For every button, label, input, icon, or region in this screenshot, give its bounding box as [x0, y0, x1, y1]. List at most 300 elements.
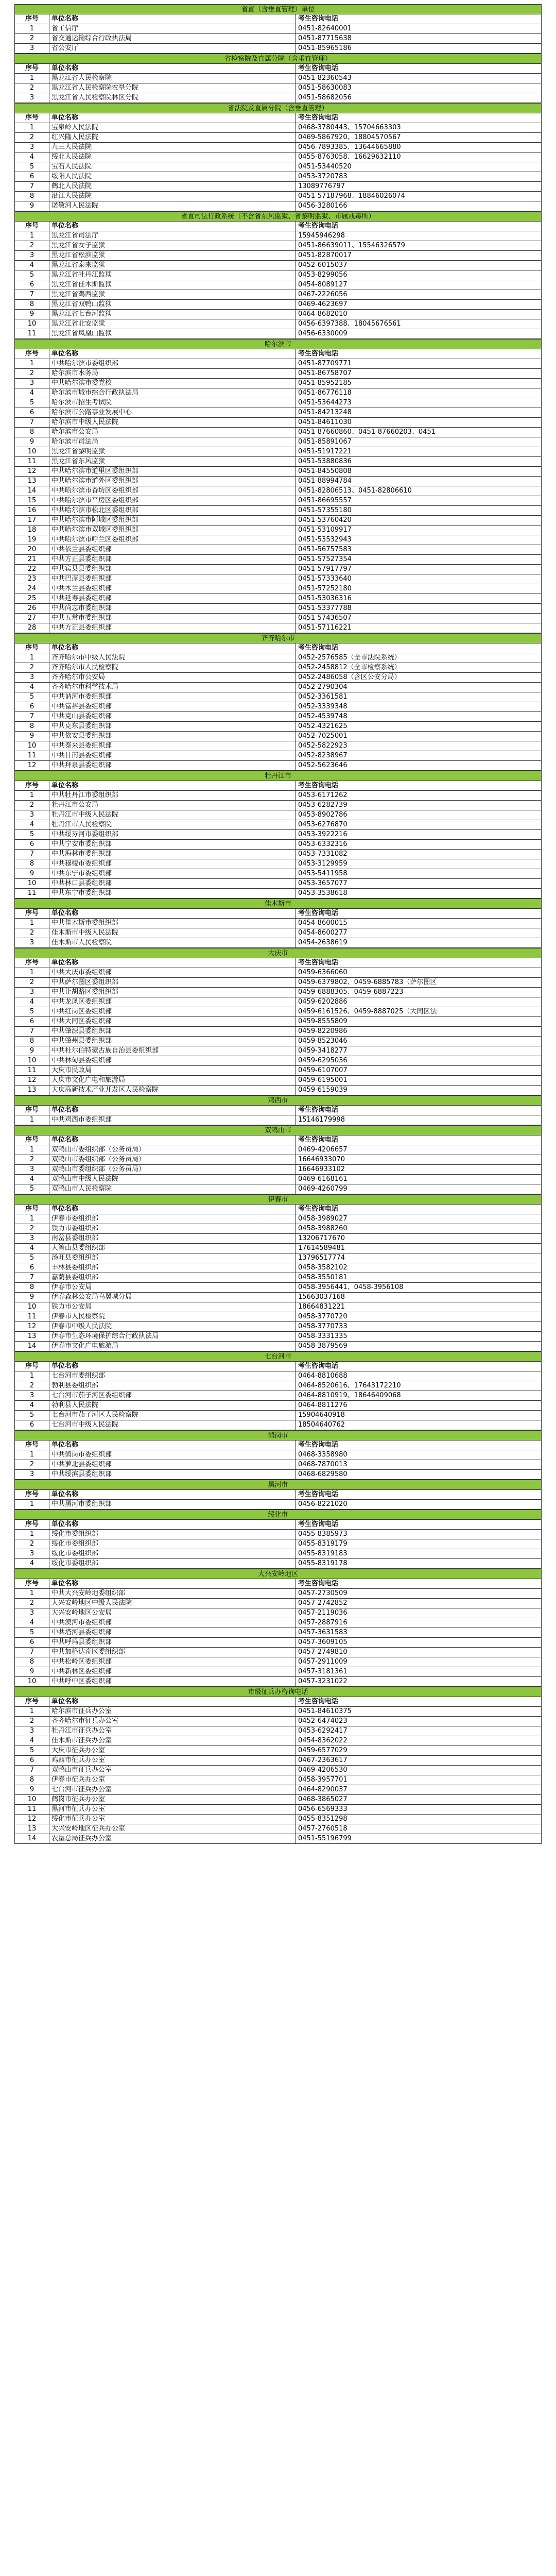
table-row [15, 516, 542, 526]
table-row [15, 1381, 542, 1391]
table-row [15, 1746, 542, 1756]
section-title: 大兴安岭地区 [14, 1569, 542, 1579]
table-row [15, 133, 542, 143]
contact-table [14, 781, 542, 899]
unit-name: 中共依兰县委组织部 [49, 545, 296, 555]
phone-number: 0451-87709771 [296, 359, 542, 369]
row-number: 6 [15, 408, 49, 418]
unit-name: 中共泰来县委组织部 [49, 741, 296, 751]
row-number: 1 [15, 1589, 49, 1599]
phone-number: 0459-6161526、0459-8887025（大同区法 [296, 1007, 542, 1017]
unit-name: 双鸭山市人民检察院 [49, 1184, 296, 1194]
phone-number: 0458-3989027 [296, 1214, 542, 1224]
table-row [15, 1599, 542, 1608]
row-number: 3 [15, 1608, 49, 1618]
unit-name: 牡丹江市人民检察院 [49, 820, 296, 830]
header-no: 序号 [15, 113, 49, 123]
row-number: 2 [15, 978, 49, 988]
phone-number: 0453-3720783 [296, 172, 542, 182]
phone-number: 0453-5411958 [296, 869, 542, 879]
row-number: 12 [15, 761, 49, 771]
row-number: 11 [15, 329, 49, 339]
table-row [15, 261, 542, 270]
header-name: 单位名称 [49, 1440, 296, 1450]
row-number: 3 [15, 93, 49, 103]
row-number: 3 [15, 810, 49, 820]
header-phone: 考生咨询电话 [296, 958, 542, 968]
row-number: 2 [15, 241, 49, 251]
row-number: 2 [15, 83, 49, 93]
unit-name: 中共杜尔伯特蒙古族自治县委组织部 [49, 1046, 296, 1056]
table-row [15, 467, 542, 477]
header-no: 序号 [15, 958, 49, 968]
table-row [15, 1115, 542, 1125]
phone-number: 0451-84213248 [296, 408, 542, 418]
row-number: 3 [15, 251, 49, 261]
unit-name: 黑龙江省人民检察院农垦分院 [49, 83, 296, 93]
unit-name: 中共五常市委组织部 [49, 614, 296, 623]
section [14, 1095, 542, 1125]
unit-name: 嘉荫县委组织部 [49, 1273, 296, 1283]
phone-number: 0453-8299056 [296, 270, 542, 280]
row-number: 2 [15, 1717, 49, 1726]
phone-number: 15945946298 [296, 231, 542, 241]
table-row [15, 1037, 542, 1046]
phone-number: 0451-57252180 [296, 584, 542, 594]
phone-number: 0457-3631583 [296, 1628, 542, 1638]
table-row [15, 1076, 542, 1086]
table-header-row [15, 1205, 542, 1214]
unit-name: 黑龙江省鸡西监狱 [49, 290, 296, 300]
phone-number: 0451-84611030 [296, 418, 542, 428]
section [14, 1687, 542, 1844]
phone-number: 0452-3339348 [296, 702, 542, 712]
header-name: 单位名称 [49, 1136, 296, 1145]
row-number: 4 [15, 683, 49, 692]
table-row [15, 486, 542, 496]
table-row [15, 172, 542, 182]
table-row [15, 840, 542, 850]
phone-number: 0451-57527354 [296, 555, 542, 565]
row-number: 3 [15, 1726, 49, 1736]
unit-name: 伊春市公安局 [49, 1283, 296, 1293]
unit-name: 黑龙江省黎明监狱 [49, 447, 296, 457]
table-row [15, 879, 542, 889]
row-number: 14 [15, 1834, 49, 1844]
section [14, 1125, 542, 1194]
phone-number: 0459-6366060 [296, 968, 542, 978]
phone-number: 0455-8763058、16629632110 [296, 152, 542, 162]
unit-name: 绥化市征兵办公室 [49, 1815, 296, 1824]
table-row [15, 74, 542, 83]
table-row [15, 369, 542, 379]
row-number: 16 [15, 506, 49, 516]
table-row [15, 251, 542, 261]
row-number: 5 [15, 1746, 49, 1756]
phone-number: 15904640918 [296, 1411, 542, 1420]
phone-number: 0468-3865027 [296, 1795, 542, 1805]
unit-name: 中共宁安市委组织部 [49, 840, 296, 850]
phone-number: 0451-86776118 [296, 388, 542, 398]
row-number: 22 [15, 565, 49, 574]
header-no: 序号 [15, 1136, 49, 1145]
row-number: 14 [15, 1342, 49, 1351]
phone-number: 0451-57355180 [296, 506, 542, 516]
table-row [15, 850, 542, 859]
row-number: 6 [15, 280, 49, 290]
row-number: 6 [15, 702, 49, 712]
table-row [15, 162, 542, 172]
contact-table [14, 643, 542, 771]
row-number: 5 [15, 270, 49, 280]
row-number: 3 [15, 1470, 49, 1480]
phone-number: 0453-6171262 [296, 791, 542, 801]
section-title: 齐齐哈尔市 [14, 633, 542, 643]
unit-name: 中共哈尔滨市道里区委组织部 [49, 467, 296, 477]
phone-number: 0455-8319178 [296, 1559, 542, 1569]
table-row [15, 683, 542, 692]
row-number: 5 [15, 1628, 49, 1638]
phone-number: 0464-8520616、17643172210 [296, 1381, 542, 1391]
unit-name: 中共哈尔滨市香坊区委组织部 [49, 486, 296, 496]
table-row [15, 280, 542, 290]
header-name: 单位名称 [49, 781, 296, 791]
row-number: 1 [15, 968, 49, 978]
unit-name: 绥北人民法院 [49, 152, 296, 162]
phone-number: 0454-8600015 [296, 919, 542, 928]
contact-table [14, 1519, 542, 1569]
table-row [15, 830, 542, 840]
table-row [15, 1824, 542, 1834]
table-row [15, 1322, 542, 1332]
unit-name: 大庆高新技术产业开发区人民检察院 [49, 1086, 296, 1095]
phone-number: 16646933070 [296, 1155, 542, 1165]
row-number: 3 [15, 938, 49, 948]
unit-name: 省交通运输综合行政执法局 [49, 34, 296, 44]
unit-name: 齐齐哈尔市公安局 [49, 673, 296, 683]
table-row [15, 820, 542, 830]
phone-number: 0459-6195001 [296, 1076, 542, 1086]
table-row [15, 1214, 542, 1224]
row-number: 1 [15, 1450, 49, 1460]
unit-name: 哈尔滨市中级人民法院 [49, 418, 296, 428]
phone-number: 0451-53880836 [296, 457, 542, 467]
row-number: 8 [15, 859, 49, 869]
row-number: 1 [15, 1500, 49, 1510]
unit-name: 省公安厅 [49, 44, 296, 54]
row-number: 8 [15, 428, 49, 437]
phone-number: 0456-8221020 [296, 1500, 542, 1510]
row-number: 9 [15, 732, 49, 741]
contact-table [14, 1135, 542, 1194]
section [14, 1430, 542, 1480]
row-number: 8 [15, 1283, 49, 1293]
phone-number: 0451-57116221 [296, 623, 542, 633]
phone-number: 0452-4539748 [296, 712, 542, 722]
table-row [15, 1332, 542, 1342]
phone-number: 0457-3231022 [296, 1677, 542, 1687]
phone-number: 0453-6292417 [296, 1726, 542, 1736]
table-row [15, 1717, 542, 1726]
phone-number: 0458-3957701 [296, 1775, 542, 1785]
unit-name: 中共哈尔滨市道外区委组织部 [49, 477, 296, 486]
phone-number: 0451-87660860、0451-87660203、0451 [296, 428, 542, 437]
unit-name: 中共甘南县委组织部 [49, 751, 296, 761]
section [14, 1510, 542, 1569]
header-phone: 考生咨询电话 [296, 222, 542, 231]
phone-number: 0453-8902786 [296, 810, 542, 820]
table-row [15, 182, 542, 192]
table-row [15, 1726, 542, 1736]
phone-number: 0469-4623697 [296, 300, 542, 310]
unit-name: 南岔县委组织部 [49, 1234, 296, 1244]
row-number: 7 [15, 418, 49, 428]
phone-number: 17614589481 [296, 1244, 542, 1253]
header-no: 序号 [15, 643, 49, 653]
section-title: 鸡西市 [14, 1095, 542, 1105]
row-number: 2 [15, 663, 49, 673]
table-row [15, 379, 542, 388]
row-number: 2 [15, 369, 49, 379]
table-row [15, 1027, 542, 1037]
unit-name: 中共穆棱市委组织部 [49, 859, 296, 869]
unit-name: 中共克东县委组织部 [49, 722, 296, 732]
row-number: 9 [15, 201, 49, 211]
unit-name: 伊春市生态环境保护综合行政执法局 [49, 1332, 296, 1342]
phone-number: 0464-8811276 [296, 1401, 542, 1411]
phone-number: 0451-85952185 [296, 379, 542, 388]
unit-name: 中共哈尔滨市呼兰区委组织部 [49, 535, 296, 545]
unit-name: 中共延寿县委组织部 [49, 594, 296, 604]
header-no: 序号 [15, 14, 49, 24]
unit-name: 黑龙江省凤凰山监狱 [49, 329, 296, 339]
unit-name: 伊春市人民检察院 [49, 1312, 296, 1322]
phone-number: 0454-2638619 [296, 938, 542, 948]
row-number: 5 [15, 398, 49, 408]
unit-name: 七台河市中级人民法院 [49, 1420, 296, 1430]
table-row [15, 1312, 542, 1322]
unit-name: 中共漠河市委组织部 [49, 1618, 296, 1628]
unit-name: 中共拜泉县委组织部 [49, 761, 296, 771]
table-row [15, 1795, 542, 1805]
contact-table [14, 1204, 542, 1351]
header-phone: 考生咨询电话 [296, 349, 542, 359]
table-row [15, 34, 542, 44]
unit-name: 齐齐哈尔市科学技术局 [49, 683, 296, 692]
unit-name: 双鸭山市委组织部（公务员局） [49, 1155, 296, 1165]
row-number: 9 [15, 1293, 49, 1302]
phone-number: 0451-86639011、15546326579 [296, 241, 542, 251]
row-number: 2 [15, 801, 49, 810]
table-row [15, 1007, 542, 1017]
unit-name: 中共巴彦县委组织部 [49, 574, 296, 584]
phone-number: 0451-53644273 [296, 398, 542, 408]
row-number: 11 [15, 751, 49, 761]
phone-number: 0453-6282739 [296, 801, 542, 810]
unit-name: 伊春市征兵办公室 [49, 1775, 296, 1785]
table-row [15, 555, 542, 565]
header-phone: 考生咨询电话 [296, 14, 542, 24]
phone-number: 0457-2742852 [296, 1599, 542, 1608]
table-row [15, 143, 542, 152]
table-row [15, 1283, 542, 1293]
table-row [15, 1648, 542, 1657]
header-name: 单位名称 [49, 1520, 296, 1530]
unit-name: 中共绥芬河市委组织部 [49, 830, 296, 840]
unit-name: 黑龙江省七台河监狱 [49, 310, 296, 319]
phone-number: 0451-86695557 [296, 496, 542, 506]
row-number: 4 [15, 1736, 49, 1746]
row-number: 10 [15, 1677, 49, 1687]
table-row [15, 810, 542, 820]
table-row [15, 359, 542, 369]
phone-number: 15663037168 [296, 1293, 542, 1302]
row-number: 19 [15, 535, 49, 545]
phone-number: 0457-2760518 [296, 1824, 542, 1834]
row-number: 4 [15, 1244, 49, 1253]
section-title: 省检察院及直属分院（含垂直管理） [14, 54, 542, 63]
unit-name: 双鸭山市中级人民法院 [49, 1175, 296, 1184]
table-row [15, 1302, 542, 1312]
unit-name: 鸡西市征兵办公室 [49, 1756, 296, 1766]
row-number: 10 [15, 1056, 49, 1066]
table-row [15, 457, 542, 467]
row-number: 10 [15, 319, 49, 329]
section [14, 771, 542, 899]
unit-name: 中共呼玛县委组织部 [49, 1638, 296, 1648]
table-row [15, 241, 542, 251]
row-number: 4 [15, 261, 49, 270]
unit-name: 中共东宁市委组织部 [49, 869, 296, 879]
table-row [15, 201, 542, 211]
header-name: 单位名称 [49, 1362, 296, 1371]
section-title: 鹤岗市 [14, 1430, 542, 1440]
table-row [15, 801, 542, 810]
header-name: 单位名称 [49, 643, 296, 653]
row-number: 7 [15, 850, 49, 859]
phone-number: 0459-6888305、0459-6887223 [296, 988, 542, 997]
table-row [15, 988, 542, 997]
unit-name: 九三人民法院 [49, 143, 296, 152]
section-title: 黑河市 [14, 1480, 542, 1489]
table-header-row [15, 1520, 542, 1530]
section [14, 54, 542, 103]
table-row [15, 732, 542, 741]
row-number: 4 [15, 1618, 49, 1628]
header-name: 单位名称 [49, 64, 296, 74]
phone-number: 0468-6829580 [296, 1470, 542, 1480]
header-no: 序号 [15, 1362, 49, 1371]
phone-number: 0453-3538618 [296, 889, 542, 899]
contact-table [14, 958, 542, 1095]
phone-number: 0459-6379802、0459-6885783（萨尔图区 [296, 978, 542, 988]
phone-number: 0453-7331082 [296, 850, 542, 859]
row-number: 12 [15, 1815, 49, 1824]
table-row [15, 869, 542, 879]
row-number: 4 [15, 1175, 49, 1184]
table-header-row [15, 909, 542, 919]
unit-name: 中共林甸县委组织部 [49, 1056, 296, 1066]
section [14, 948, 542, 1095]
phone-number: 0464-8810919、18646409068 [296, 1391, 542, 1401]
table-row [15, 1834, 542, 1844]
phone-number: 0451-84610375 [296, 1707, 542, 1717]
phone-number: 0451-57917797 [296, 565, 542, 574]
header-phone: 考生咨询电话 [296, 909, 542, 919]
table-row [15, 702, 542, 712]
row-number: 25 [15, 594, 49, 604]
table-row [15, 83, 542, 93]
unit-name: 大庆市征兵办公室 [49, 1746, 296, 1756]
unit-name: 绥化市委组织部 [49, 1559, 296, 1569]
unit-name: 佳木斯市中级人民法院 [49, 928, 296, 938]
row-number: 17 [15, 516, 49, 526]
unit-name: 鹤岗市征兵办公室 [49, 1795, 296, 1805]
row-number: 13 [15, 1086, 49, 1095]
row-number: 6 [15, 1017, 49, 1027]
contact-table [14, 1579, 542, 1687]
table-row [15, 447, 542, 457]
unit-name: 勃利县委组织部 [49, 1381, 296, 1391]
table-row [15, 1736, 542, 1746]
table-row [15, 1184, 542, 1194]
unit-name: 七台河市征兵办公室 [49, 1785, 296, 1795]
row-number: 26 [15, 604, 49, 614]
table-row [15, 1530, 542, 1539]
unit-name: 中共佳木斯市委组织部 [49, 919, 296, 928]
row-number: 12 [15, 1322, 49, 1332]
phone-number: 0451-87715638 [296, 34, 542, 44]
row-number: 18 [15, 526, 49, 535]
header-phone: 考生咨询电话 [296, 781, 542, 791]
phone-number: 0452-2790304 [296, 683, 542, 692]
row-number: 27 [15, 614, 49, 623]
table-row [15, 300, 542, 310]
table-row [15, 1470, 542, 1480]
table-row [15, 692, 542, 702]
table-row [15, 408, 542, 418]
section-title: 省法院及直属分院（含垂直管理） [14, 103, 542, 113]
table-row [15, 1667, 542, 1677]
row-number: 5 [15, 1411, 49, 1420]
row-number: 5 [15, 1007, 49, 1017]
row-number: 13 [15, 1824, 49, 1834]
table-row [15, 319, 542, 329]
table-row [15, 1263, 542, 1273]
table-row [15, 1401, 542, 1411]
table-header-row [15, 781, 542, 791]
header-name: 单位名称 [49, 113, 296, 123]
row-number: 1 [15, 1145, 49, 1155]
row-number: 4 [15, 997, 49, 1007]
table-row [15, 1056, 542, 1066]
unit-name: 红兴隆人民法院 [49, 133, 296, 143]
phone-number: 0456-6569333 [296, 1805, 542, 1815]
table-row [15, 428, 542, 437]
row-number: 4 [15, 820, 49, 830]
header-no: 序号 [15, 64, 49, 74]
table-row [15, 741, 542, 751]
section [14, 4, 542, 54]
table-row [15, 673, 542, 683]
phone-number: 0455-8351298 [296, 1815, 542, 1824]
row-number: 1 [15, 1707, 49, 1717]
row-number: 11 [15, 1066, 49, 1076]
unit-name: 双鸭山市委组织部（公务员局） [49, 1145, 296, 1155]
table-row [15, 398, 542, 408]
unit-name: 沿江人民法院 [49, 192, 296, 201]
unit-name: 双鸭山市委组织部（公务员局） [49, 1165, 296, 1175]
